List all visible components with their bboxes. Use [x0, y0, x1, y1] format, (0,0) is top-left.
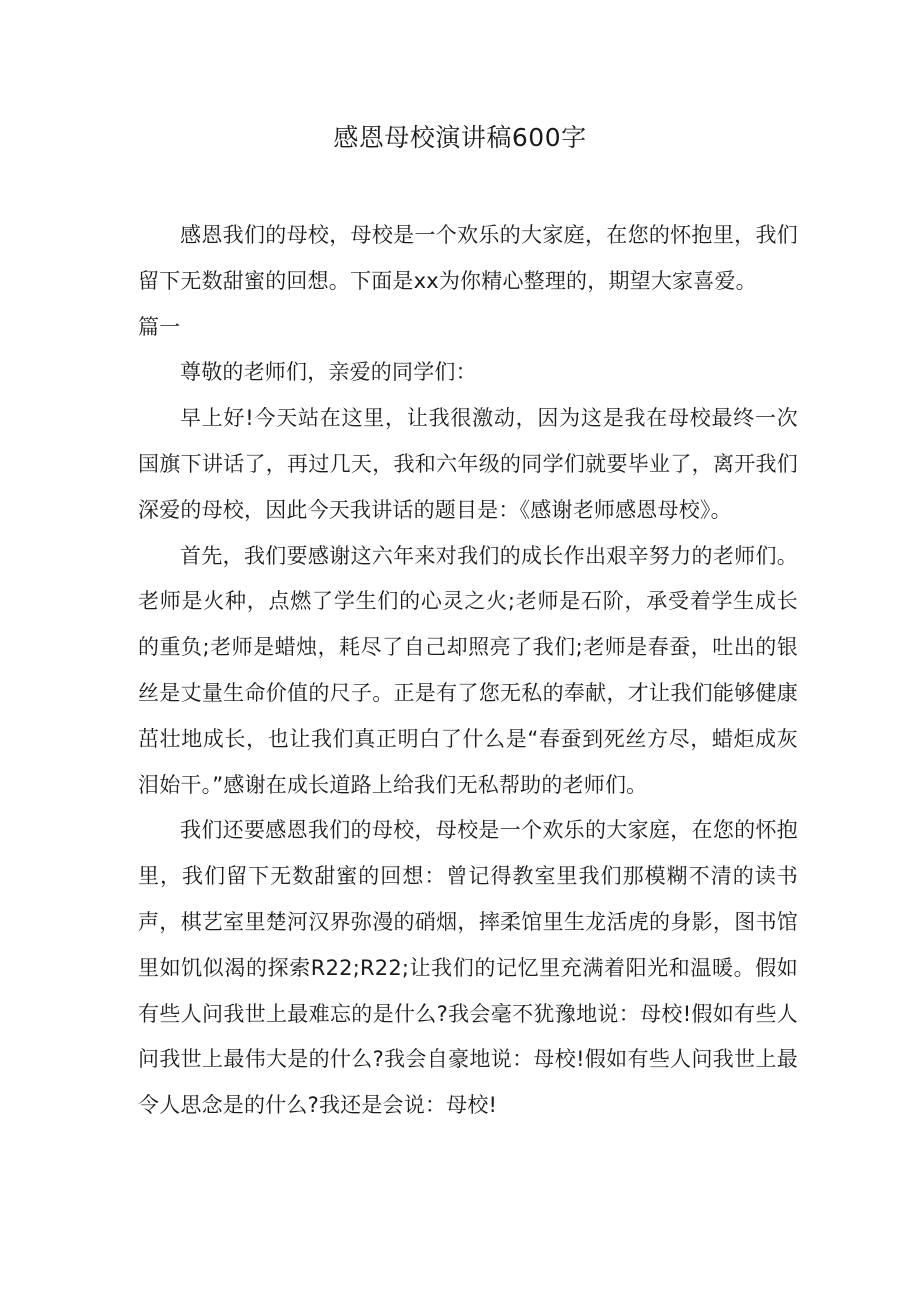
intro-paragraph: 感恩我们的母校，母校是一个欢乐的大家庭，在您的怀抱里，我们留下无数甜蜜的回想。下面是xx为你精心整理的，期望大家喜爱。	[138, 223, 798, 293]
document-body	[138, 213, 798, 1129]
document-title: 感恩母校演讲稿600字	[333, 123, 587, 152]
greeting-paragraph: 早上好!今天站在这里，让我很激动，因为这是我在母校最终一次国旗下讲话了，再过几天，我和六年级的同学们就要毕业了，离开我们深爱的母校，因此今天我讲话的题目是：《感谢老师感恩母校》。	[138, 406, 798, 522]
section-heading: 篇一	[138, 314, 181, 339]
thank-school-paragraph: 我们还要感恩我们的母校，母校是一个欢乐的大家庭，在您的怀抱里，我们留下无数甜蜜的回想：曾记得教室里我们那模糊不清的读书声，棋艺室里楚河汉界弥漫的硝烟，摔柔馆里生龙活虎的身影，图书馆里如饥似渴的探索R22;R22;让我们的记忆里充满着阳光和温暖。假如有些人问我世上最难忘的是什么?我会毫不犹豫地说：母校!假如有些人问我世上最伟大是的什么?我会自豪地说：母校!假如有些人问我世上最令人思念是的什么?我还是会说：母校!	[138, 818, 798, 1118]
salutation-paragraph: 尊敬的老师们，亲爱的同学们：	[180, 360, 477, 385]
thank-teachers-paragraph: 首先，我们要感谢这六年来对我们的成长作出艰辛努力的老师们。老师是火种，点燃了学生们的心灵之火;老师是石阶，承受着学生成长的重负;老师是蜡烛，耗尽了自己却照亮了我们;老师是春蚕，吐出的银丝是丈量生命价值的尺子。正是有了您无私的奉献，才让我们能够健康茁壮地成长，也让我们真正明白了什么是“春蚕到死丝方尽，蜡炬成灰泪始干。”感谢在成长道路上给我们无私帮助的老师们。	[138, 543, 798, 797]
